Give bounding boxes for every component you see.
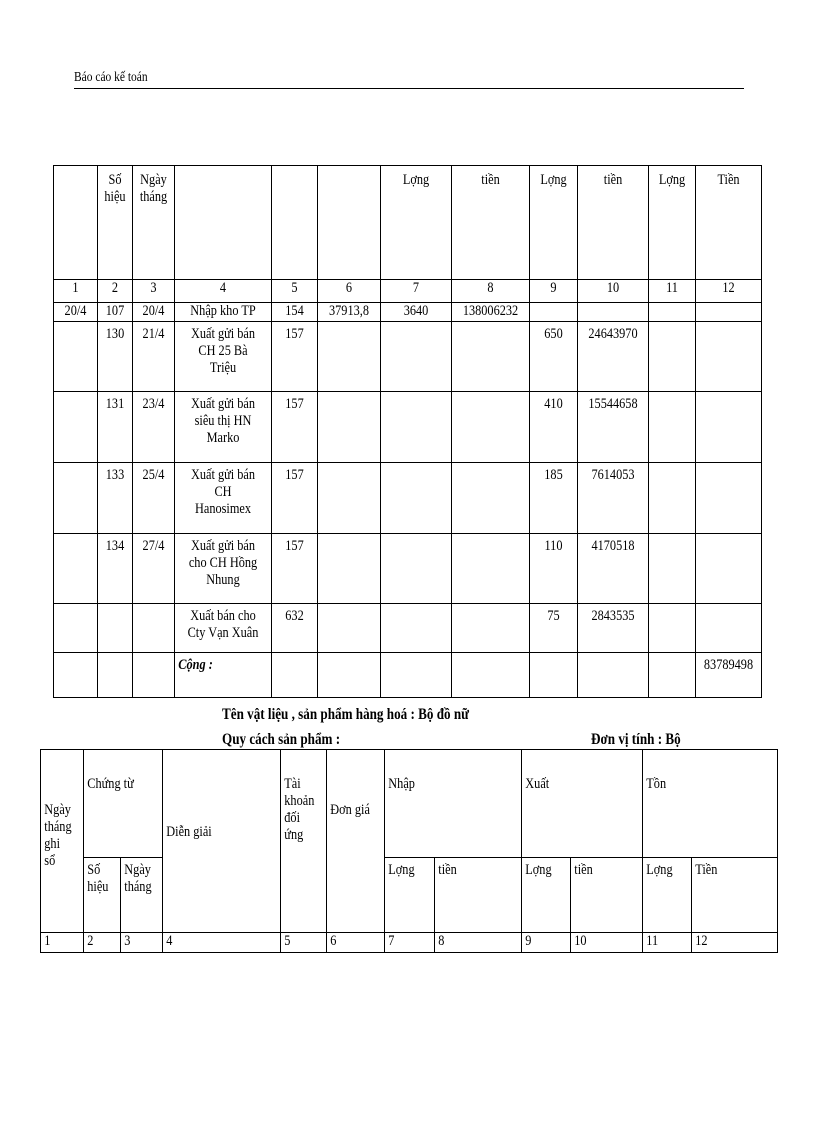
table-cell: 185: [530, 463, 578, 534]
table-cell: [649, 322, 696, 392]
column-number: 6: [318, 280, 381, 303]
table1-header-cell: tiền: [578, 166, 649, 280]
unit-line: Đơn vị tính : Bộ: [591, 731, 681, 748]
table-cell: 134: [98, 534, 133, 604]
table-cell: 157: [272, 392, 318, 463]
table1-header-row: [54, 166, 762, 280]
table-cell: 110: [530, 534, 578, 604]
table-cell: [452, 534, 530, 604]
column-number: 8: [435, 933, 522, 953]
table-cell: [318, 653, 381, 698]
column-number: 12: [696, 280, 762, 303]
table-cell: [452, 653, 530, 698]
table-cell: 23/4: [133, 392, 175, 463]
table-cell: [452, 322, 530, 392]
column-number: 10: [578, 280, 649, 303]
table2-header-row: [41, 750, 778, 858]
table1-header-cell: Lợng: [381, 166, 452, 280]
column-number: 6: [327, 933, 385, 953]
table-cell: 20/4: [54, 303, 98, 322]
table-cell: [696, 303, 762, 322]
table-cell: 2843535: [578, 604, 649, 653]
ledger-table-1: [53, 165, 762, 698]
product-name-line: Tên vật liệu , sản phẩm hàng hoá : Bộ đồ nữ: [222, 706, 470, 723]
import-amount-header: tiền: [435, 858, 522, 933]
table-cell: [133, 653, 175, 698]
table-cell: 4170518: [578, 534, 649, 604]
table-cell: 138006232: [452, 303, 530, 322]
table-cell: [381, 322, 452, 392]
stock-qty-header: Lợng: [643, 858, 692, 933]
table-cell: [696, 392, 762, 463]
voucher-date-header: Ngày tháng: [121, 858, 163, 933]
table-cell: 15544658: [578, 392, 649, 463]
table1-column-numbers: [54, 280, 762, 303]
column-number: 8: [452, 280, 530, 303]
table-cell: [696, 534, 762, 604]
table-cell: [54, 604, 98, 653]
column-number: 11: [649, 280, 696, 303]
total-value: 83789498: [696, 653, 762, 698]
stock-header: Tồn: [643, 750, 778, 858]
table-cell: [649, 534, 696, 604]
table-row: [54, 303, 762, 322]
report-header: Báo cáo kế toán: [74, 70, 148, 85]
table-cell: [696, 604, 762, 653]
table-cell: [452, 604, 530, 653]
table1-header-cell: tiền: [452, 166, 530, 280]
table1-header-cell: [54, 166, 98, 280]
total-label: Cộng :: [175, 653, 272, 698]
header-rule: [74, 88, 744, 89]
account-header: Tài khoản đối ứng: [281, 750, 327, 933]
column-number: 4: [175, 280, 272, 303]
table-cell: 133: [98, 463, 133, 534]
table-cell: 75: [530, 604, 578, 653]
table-cell: 154: [272, 303, 318, 322]
date-header: Ngày tháng ghi sổ: [41, 750, 84, 933]
column-number: 9: [530, 280, 578, 303]
table-cell: 410: [530, 392, 578, 463]
table-cell: [381, 463, 452, 534]
column-number: 7: [385, 933, 435, 953]
table-cell: [530, 653, 578, 698]
table-cell: [272, 653, 318, 698]
table-cell: [54, 653, 98, 698]
table-cell: [696, 463, 762, 534]
table1-header-cell: Lợng: [530, 166, 578, 280]
table-cell: [98, 653, 133, 698]
table-cell: [318, 392, 381, 463]
import-qty-header: Lợng: [385, 858, 435, 933]
export-qty-header: Lợng: [522, 858, 571, 933]
table-cell: 131: [98, 392, 133, 463]
table-cell: 24643970: [578, 322, 649, 392]
table-cell: 157: [272, 463, 318, 534]
table-cell: 25/4: [133, 463, 175, 534]
table-cell: Nhập kho TP: [175, 303, 272, 322]
column-number: 7: [381, 280, 452, 303]
column-number: 9: [522, 933, 571, 953]
voucher-header: Chứng từ: [84, 750, 163, 858]
table-cell: [133, 604, 175, 653]
column-number: 1: [41, 933, 84, 953]
table-cell: [649, 604, 696, 653]
table-cell: 27/4: [133, 534, 175, 604]
table-cell: [649, 463, 696, 534]
export-header: Xuất: [522, 750, 643, 858]
table-cell: [54, 463, 98, 534]
table1-header-cell: Số hiệu: [98, 166, 133, 280]
table-cell: [98, 604, 133, 653]
column-number: 12: [692, 933, 778, 953]
table-cell: [452, 392, 530, 463]
table-row: [54, 534, 762, 604]
column-number: 10: [571, 933, 643, 953]
table-cell: [318, 534, 381, 604]
table-cell: 21/4: [133, 322, 175, 392]
table1-header-cell: [175, 166, 272, 280]
table-cell: 157: [272, 534, 318, 604]
table-cell: [318, 463, 381, 534]
table-cell: [381, 392, 452, 463]
table-cell: [649, 653, 696, 698]
column-number: 3: [133, 280, 175, 303]
unit-price-header: Đơn giá: [327, 750, 385, 933]
table-cell: 7614053: [578, 463, 649, 534]
ledger-table-2: [40, 749, 778, 953]
column-number: 3: [121, 933, 163, 953]
table-cell: 20/4: [133, 303, 175, 322]
table-cell: 157: [272, 322, 318, 392]
voucher-number-header: Số hiệu: [84, 858, 121, 933]
table-row: [54, 604, 762, 653]
table-cell: [54, 534, 98, 604]
column-number: 2: [98, 280, 133, 303]
column-number: 1: [54, 280, 98, 303]
table-cell: [530, 303, 578, 322]
column-number: 11: [643, 933, 692, 953]
table-cell: [318, 604, 381, 653]
table2-column-numbers: [41, 933, 778, 953]
table1-header-cell: Tiền: [696, 166, 762, 280]
table-cell: [381, 604, 452, 653]
column-number: 5: [272, 280, 318, 303]
table-cell: [578, 653, 649, 698]
column-number: 2: [84, 933, 121, 953]
table-cell: 632: [272, 604, 318, 653]
table-cell: 650: [530, 322, 578, 392]
table-cell: [452, 463, 530, 534]
table1-header-cell: Lợng: [649, 166, 696, 280]
table-cell: 3640: [381, 303, 452, 322]
product-spec-line: Quy cách sản phẩm :: [222, 731, 341, 748]
table-cell: [578, 303, 649, 322]
table-cell: [649, 303, 696, 322]
table-cell: Xuất gửi bán cho CH Hồng Nhung: [175, 534, 272, 604]
table-cell: Xuất gửi bán CH 25 Bà Triệu: [175, 322, 272, 392]
table-cell: [696, 322, 762, 392]
table-cell: [381, 534, 452, 604]
column-number: 4: [163, 933, 281, 953]
table2-subheader-row: [41, 858, 778, 933]
table-cell: 107: [98, 303, 133, 322]
column-number: 5: [281, 933, 327, 953]
table-cell: Xuất bán cho Cty Vạn Xuân: [175, 604, 272, 653]
table1-header-cell: [272, 166, 318, 280]
import-header: Nhập: [385, 750, 522, 858]
table-total-row: [54, 653, 762, 698]
table-cell: [54, 322, 98, 392]
description-header: Diễn giải: [163, 750, 281, 933]
table-cell: [318, 322, 381, 392]
table-cell: [381, 653, 452, 698]
table-cell: [54, 392, 98, 463]
table-row: [54, 322, 762, 392]
table-row: [54, 392, 762, 463]
table-cell: 130: [98, 322, 133, 392]
table-cell: 37913,8: [318, 303, 381, 322]
table-cell: [649, 392, 696, 463]
stock-amount-header: Tiền: [692, 858, 778, 933]
table-cell: Xuất gửi bán CH Hanosimex: [175, 463, 272, 534]
table1-header-cell: [318, 166, 381, 280]
table-cell: Xuất gửi bán siêu thị HN Marko: [175, 392, 272, 463]
table1-header-cell: Ngày tháng: [133, 166, 175, 280]
table-row: [54, 463, 762, 534]
export-amount-header: tiền: [571, 858, 643, 933]
